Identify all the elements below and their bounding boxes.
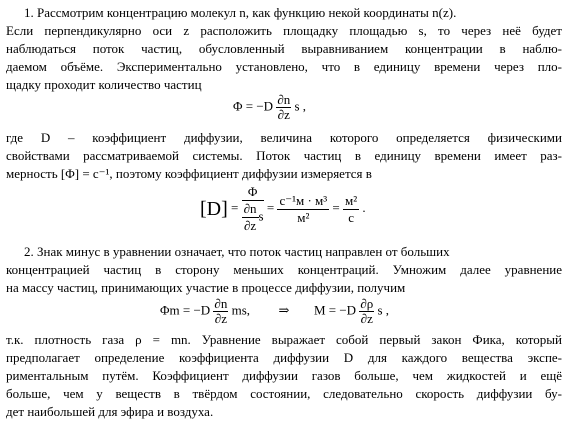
eq1-fraction — [276, 93, 291, 122]
paragraph-3-line-1: т.к. плотность газа ρ = mn. Уравнение выражает собой первый закон Фика, который — [6, 332, 562, 347]
eq2-f1-inner-fraction — [242, 201, 259, 234]
paragraph-1-line-7: свойствами рассматриваемой системы. Поток частиц в единицу времени имеет раз- — [6, 148, 562, 163]
eq3-a-tail: ms, — [231, 302, 251, 318]
eq2-f2-numerator: с⁻¹м · м³ — [279, 192, 328, 208]
eq3-a-numerator: ∂n — [214, 296, 228, 311]
eq2-equals-2: = — [266, 199, 275, 215]
eq2-equals: = — [231, 199, 239, 215]
paragraph-3-line-4: больше, чем у веществ в твёрдом состоянии, следовательно скорость диффузии бу- — [6, 386, 562, 401]
equation-flux — [233, 93, 306, 122]
equation-dimension — [200, 184, 366, 234]
eq1-lhs: Φ = −D — [233, 98, 274, 114]
eq1-denominator: ∂z — [277, 107, 290, 122]
paragraph-1-line-8: мерность [Φ] = с⁻¹, поэтому коэффициент диффузии измеряется в — [6, 166, 372, 181]
paragraph-1-line-5: щадку проходит количество частиц — [6, 77, 202, 92]
eq3-b-tail: s , — [377, 302, 390, 318]
eq3-a-lhs: Φm = −D — [160, 302, 211, 318]
paragraph-3-line-3: риментальным путём. Коэффициент диффузии газов больше, чем жидкостей и ещё — [6, 368, 562, 383]
eq3-b-fraction — [359, 297, 374, 326]
paragraph-1-line-3: наблюдаться поток частиц, обусловленный выравниванием концентрации в наблю- — [6, 41, 562, 56]
paragraph-1-line-2: Если перпендикулярно оси z расположить площадку площадью s, то через неё будет — [6, 23, 562, 38]
paragraph-1-line-4: даемом объёме. Экспериментально установлено, что в единицу времени через пло- — [6, 59, 562, 74]
paragraph-1-line-6: где D – коэффициент диффузии, величина которого определяется физическими — [6, 130, 562, 145]
eq2-fraction-3 — [343, 193, 359, 226]
eq2-f1-denominator-tail: s — [258, 208, 264, 224]
eq2-f1-inner-denominator: ∂z — [243, 218, 257, 233]
paragraph-2-line-3: на массу частиц, принимающих участие в процессе диффузии, получим — [6, 280, 406, 295]
paragraph-3-line-5: дет наибольшей для эфира и воздуха. — [6, 404, 214, 419]
eq2-fraction-1 — [242, 184, 264, 234]
eq2-fraction-2 — [277, 193, 329, 226]
eq2-f1-inner-numerator: ∂n — [243, 201, 257, 216]
eq2-f2-denominator: м² — [297, 209, 310, 225]
eq3-a-fraction — [213, 297, 228, 326]
paragraph-2-line-1: 2. Знак минус в уравнении означает, что поток частиц направлен от больших — [24, 244, 450, 259]
eq2-end: . — [362, 199, 366, 215]
eq3-b-lhs: M = −D — [313, 302, 357, 318]
eq2-lhs: [D] — [200, 198, 228, 220]
eq2-f3-denominator: с — [348, 209, 354, 225]
eq2-equals-3: = — [332, 199, 340, 215]
eq1-numerator: ∂n — [277, 92, 291, 107]
paragraph-2-line-2: концентрацией частиц в сторону меньших концентраций. Умножим далее уравнение — [6, 262, 562, 277]
eq1-tail: s , — [294, 98, 307, 114]
eq3-a-denominator: ∂z — [214, 311, 227, 326]
paragraph-1-line-1: 1. Рассмотрим концентрацию молекул n, как функцию некой координаты n(z). — [24, 5, 457, 20]
equation-mass-flux — [160, 297, 389, 326]
eq3-b-numerator: ∂ρ — [360, 296, 374, 311]
eq2-f3-numerator: м² — [345, 192, 358, 208]
eq2-f1-numerator: Φ — [242, 184, 264, 201]
paragraph-3-line-2: предполагает определение коэффициента диффузии D для каждого вещества экспе- — [6, 350, 562, 365]
eq3-arrow: ⇒ — [278, 302, 290, 318]
eq3-b-denominator: ∂z — [360, 311, 373, 326]
eq2-f1-denominator — [242, 201, 264, 234]
